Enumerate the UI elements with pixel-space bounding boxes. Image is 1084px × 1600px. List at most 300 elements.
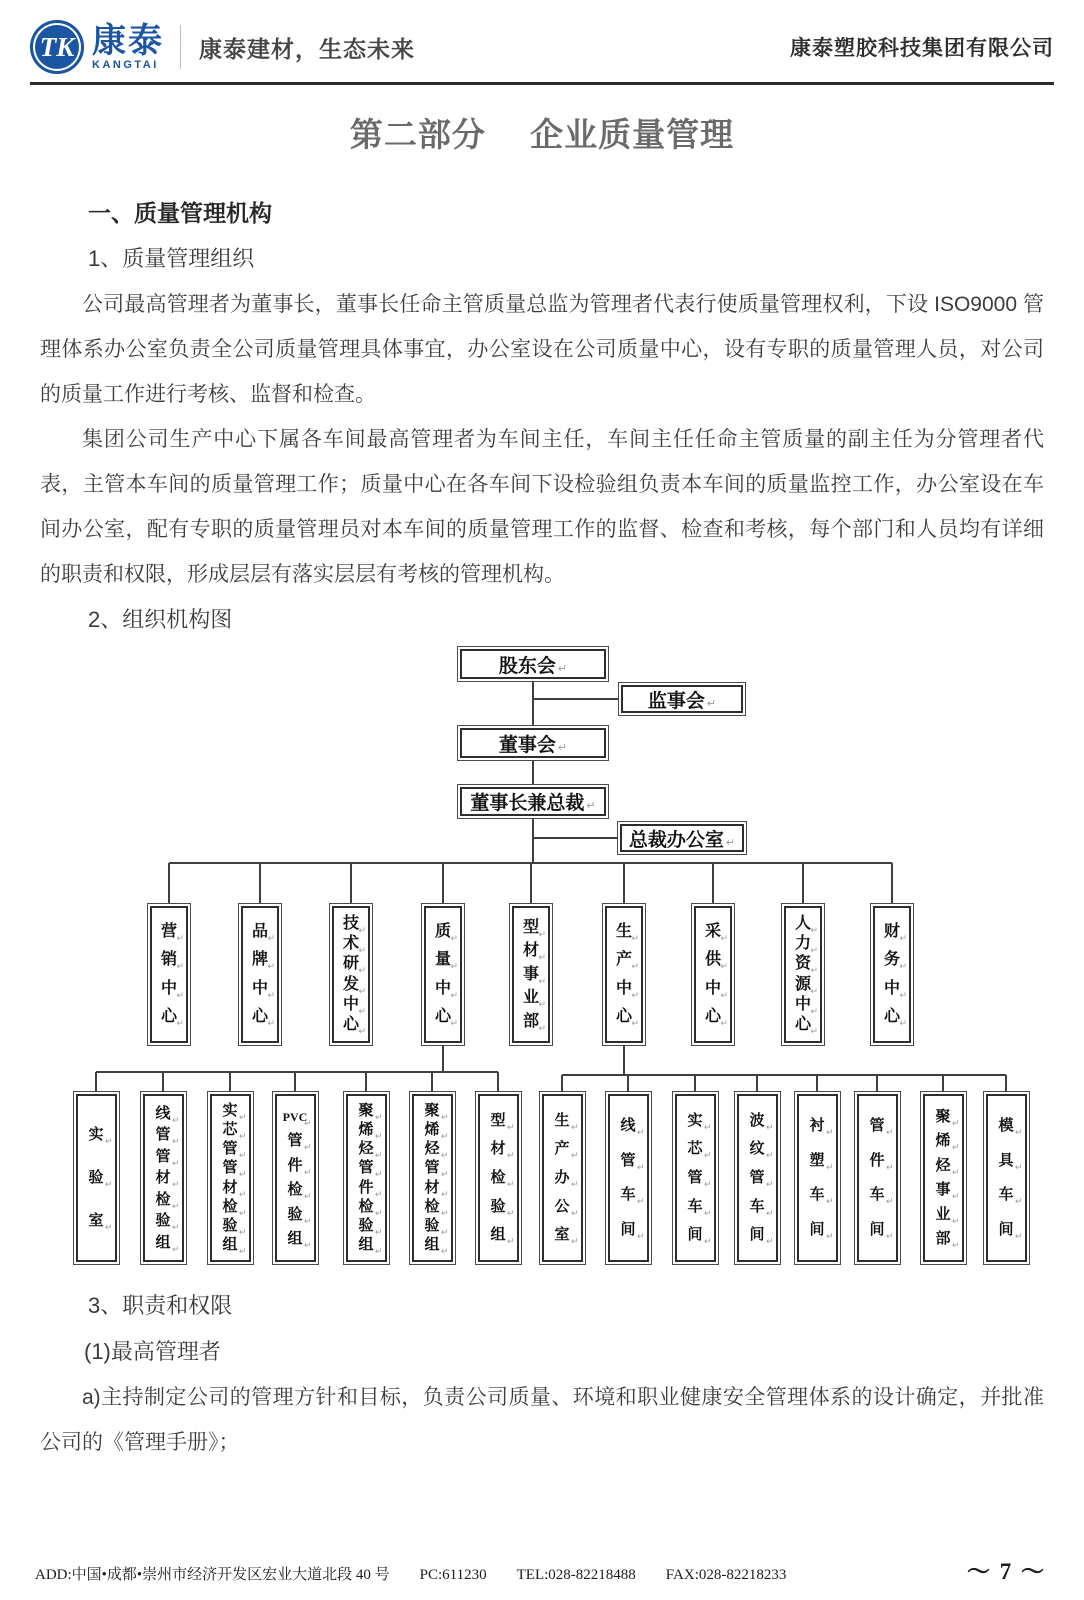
org-box-char: 车 bbox=[749, 1198, 765, 1215]
org-box-label bbox=[243, 979, 277, 1000]
org-box-char: 材 bbox=[155, 1170, 171, 1186]
return-mark-icon: ↵ bbox=[899, 1017, 907, 1028]
return-mark-icon: ↵ bbox=[631, 933, 639, 944]
org-box-char: 牌 bbox=[251, 951, 268, 969]
return-mark-icon: ↵ bbox=[358, 925, 366, 936]
return-mark-icon: ↵ bbox=[720, 961, 728, 972]
header-divider bbox=[180, 25, 181, 69]
connector-line bbox=[802, 863, 804, 903]
org-box-label bbox=[414, 1141, 451, 1161]
org-box-frame bbox=[542, 1094, 583, 1262]
return-mark-icon: ↵ bbox=[171, 1243, 180, 1254]
org-box-char: 车 bbox=[620, 1187, 636, 1204]
org-box-char: 中 bbox=[704, 979, 721, 997]
org-box-char: 事 bbox=[935, 1182, 951, 1199]
org-box-label bbox=[799, 1118, 836, 1138]
org-box-label bbox=[414, 1160, 451, 1180]
return-mark-icon: ↵ bbox=[538, 928, 546, 939]
org-box-char: 术 bbox=[342, 935, 359, 953]
return-mark-icon: ↵ bbox=[765, 1150, 774, 1161]
connector-line bbox=[694, 1075, 696, 1091]
org-box-char: 中 bbox=[160, 979, 177, 997]
org-box-label bbox=[607, 951, 641, 972]
org-box-char: 事 bbox=[522, 965, 539, 983]
org-box-label bbox=[786, 915, 820, 936]
org-box-char: 组 bbox=[424, 1236, 440, 1253]
return-mark-icon: ↵ bbox=[810, 1005, 818, 1016]
return-mark-icon: ↵ bbox=[825, 1161, 834, 1172]
org-box-frame bbox=[605, 906, 643, 1043]
org-box-char: 纹 bbox=[749, 1141, 765, 1158]
logo-en-text: KANGTAI bbox=[92, 58, 159, 71]
return-mark-icon: ↵ bbox=[104, 1179, 113, 1189]
return-mark-icon: ↵ bbox=[303, 1117, 312, 1128]
org-box-frame bbox=[608, 1094, 649, 1262]
return-mark-icon: ↵ bbox=[951, 1240, 960, 1251]
return-mark-icon: ↵ bbox=[238, 1245, 247, 1256]
org-box-label bbox=[544, 1169, 581, 1189]
connector-line bbox=[533, 698, 618, 700]
org-box bbox=[617, 821, 747, 855]
org-box-label bbox=[145, 1170, 182, 1189]
org-box-char: 衬 bbox=[809, 1118, 825, 1135]
org-box bbox=[147, 903, 191, 1046]
org-box-char: 管 bbox=[358, 1160, 374, 1177]
return-mark-icon: ↵ bbox=[765, 1236, 774, 1247]
org-box-char: 检 bbox=[490, 1169, 506, 1186]
org-box-char: 材 bbox=[522, 942, 539, 959]
org-box-char: 中 bbox=[883, 979, 900, 997]
org-box-label bbox=[988, 1118, 1025, 1138]
return-mark-icon: ↵ bbox=[636, 1161, 645, 1172]
org-box-label bbox=[677, 1227, 714, 1247]
org-box-frame bbox=[275, 1094, 316, 1262]
return-mark-icon: ↵ bbox=[636, 1196, 645, 1207]
org-box-char: 产 bbox=[615, 951, 632, 969]
return-mark-icon: ↵ bbox=[506, 1150, 515, 1161]
org-box-label bbox=[859, 1187, 896, 1207]
connector-line bbox=[623, 863, 625, 903]
page-title: 第二部分 企业质量管理 bbox=[349, 116, 735, 153]
org-box-label bbox=[78, 1170, 115, 1189]
org-box-char: 管 bbox=[222, 1141, 238, 1158]
return-mark-icon: ↵ bbox=[720, 1017, 728, 1028]
org-box-char: 线 bbox=[620, 1118, 636, 1135]
org-box-char: 组 bbox=[287, 1231, 303, 1248]
org-box-char: 心 bbox=[160, 1007, 177, 1025]
return-mark-icon: ↵ bbox=[176, 961, 184, 972]
org-box-label: 总裁办公室 ↵ bbox=[628, 829, 736, 851]
return-mark-icon: ↵ bbox=[538, 975, 546, 986]
return-mark-icon: ↵ bbox=[570, 1178, 579, 1189]
return-mark-icon: ↵ bbox=[171, 1179, 180, 1189]
org-box-char: 验 bbox=[155, 1213, 171, 1229]
org-box-label bbox=[145, 1213, 182, 1232]
org-box-char: 组 bbox=[222, 1236, 238, 1253]
org-box bbox=[457, 725, 609, 761]
org-box-char: 源 bbox=[794, 975, 811, 993]
org-box-label bbox=[544, 1141, 581, 1161]
org-box-char: 波 bbox=[749, 1112, 765, 1129]
org-box-label bbox=[739, 1169, 776, 1189]
org-box-label bbox=[426, 923, 460, 944]
org-box-char: 心 bbox=[434, 1007, 451, 1025]
footer-fax: FAX:028-82218233 bbox=[665, 1567, 787, 1583]
org-box-frame bbox=[76, 1094, 117, 1262]
org-box-label bbox=[786, 1015, 820, 1036]
paragraph-1: 公司最高管理者为董事长，董事长任命主管质量总监为管理者代表行使质量管理权利，下设 ISO9000 管理体系办公室负责全公司质量管理具体事宜，办公室设在公司质量中心，设有专职的质量管理人员，对公司的质量工作进行考核、监督和检查。 bbox=[40, 293, 1044, 406]
org-box bbox=[618, 682, 746, 716]
org-box-label bbox=[212, 1122, 249, 1142]
org-box-char: 塑 bbox=[809, 1152, 825, 1169]
org-box-char: 间 bbox=[869, 1221, 885, 1238]
return-mark-icon: ↵ bbox=[238, 1131, 247, 1142]
org-box-label bbox=[696, 1007, 730, 1028]
org-box-char: 间 bbox=[809, 1221, 825, 1238]
org-box-label bbox=[544, 1227, 581, 1247]
connector-line bbox=[530, 863, 532, 903]
return-mark-icon: ↵ bbox=[703, 1236, 712, 1247]
org-box bbox=[475, 1091, 522, 1265]
org-box-char: 间 bbox=[998, 1221, 1014, 1238]
return-mark-icon: ↵ bbox=[374, 1150, 383, 1161]
return-mark-icon: ↵ bbox=[810, 945, 818, 956]
org-box-char: 研 bbox=[342, 955, 359, 973]
return-mark-icon: ↵ bbox=[951, 1166, 960, 1177]
org-box-label bbox=[348, 1141, 385, 1161]
org-box-label bbox=[348, 1198, 385, 1218]
org-box-char: 管 bbox=[749, 1169, 765, 1186]
org-box-char: 中 bbox=[342, 995, 359, 1013]
org-box-char: 中 bbox=[615, 979, 632, 997]
org-box-char: 管 bbox=[287, 1133, 303, 1150]
org-box-label: 监事会 ↵ bbox=[647, 690, 717, 712]
return-mark-icon: ↵ bbox=[825, 1196, 834, 1207]
org-box-char: 管 bbox=[424, 1160, 440, 1177]
org-box-frame bbox=[210, 1094, 251, 1262]
org-box-label bbox=[610, 1221, 647, 1241]
return-mark-icon: ↵ bbox=[703, 1178, 712, 1189]
return-mark-icon: ↵ bbox=[570, 1121, 579, 1132]
org-box-label bbox=[212, 1198, 249, 1218]
org-box bbox=[781, 903, 825, 1046]
org-box-label: 董事长兼总裁 ↵ bbox=[470, 793, 596, 814]
return-mark-icon: ↵ bbox=[631, 989, 639, 1000]
connector-line bbox=[350, 863, 352, 903]
connector-line bbox=[294, 1072, 296, 1091]
return-mark-icon: ↵ bbox=[570, 1150, 579, 1161]
return-mark-icon: ↵ bbox=[557, 741, 568, 754]
return-mark-icon: ↵ bbox=[885, 1161, 894, 1172]
org-box-label bbox=[348, 1160, 385, 1180]
org-box bbox=[272, 1091, 319, 1265]
return-mark-icon: ↵ bbox=[899, 961, 907, 972]
org-box-label bbox=[480, 1112, 517, 1132]
org-box-label bbox=[243, 923, 277, 944]
org-box-label bbox=[426, 1007, 460, 1028]
org-box-char: 组 bbox=[358, 1236, 374, 1253]
org-box-char: 线 bbox=[155, 1105, 171, 1122]
org-box bbox=[457, 646, 609, 682]
connector-line bbox=[259, 863, 261, 903]
return-mark-icon: ↵ bbox=[538, 999, 546, 1009]
org-box-label: 董事会 ↵ bbox=[498, 734, 568, 756]
return-mark-icon: ↵ bbox=[440, 1131, 449, 1142]
org-box-label bbox=[786, 995, 820, 1016]
org-box-frame bbox=[478, 1094, 519, 1262]
org-box-label bbox=[677, 1141, 714, 1161]
org-box-label bbox=[348, 1122, 385, 1142]
org-box bbox=[854, 1091, 901, 1265]
org-box-char: 材 bbox=[490, 1141, 506, 1158]
return-mark-icon: ↵ bbox=[720, 989, 728, 1000]
org-box-char: 具 bbox=[998, 1152, 1014, 1169]
org-box-label bbox=[607, 923, 641, 944]
org-box-char: 件 bbox=[869, 1152, 885, 1169]
org-box-label bbox=[145, 1127, 182, 1146]
subsection-3: 3、职责和权限 bbox=[88, 1293, 233, 1318]
org-box-char: 室 bbox=[554, 1227, 570, 1244]
org-box-label bbox=[414, 1103, 451, 1123]
return-mark-icon: ↵ bbox=[303, 1240, 312, 1251]
footer-tel: TEL:028-82218488 bbox=[516, 1567, 636, 1583]
return-mark-icon: ↵ bbox=[176, 933, 184, 944]
org-box-label bbox=[786, 955, 820, 976]
org-box-label bbox=[786, 975, 820, 996]
org-box-label bbox=[348, 1236, 385, 1256]
return-mark-icon: ↵ bbox=[506, 1178, 515, 1189]
org-box-label bbox=[988, 1152, 1025, 1172]
connector-line bbox=[942, 1075, 944, 1091]
org-box-char: 管 bbox=[155, 1127, 171, 1143]
return-mark-icon: ↵ bbox=[238, 1150, 247, 1161]
org-box-char: 间 bbox=[749, 1227, 765, 1244]
org-box-frame bbox=[784, 906, 822, 1043]
footer-postcode: PC:611230 bbox=[419, 1567, 487, 1583]
org-box-char: 检 bbox=[287, 1182, 303, 1199]
connector-line bbox=[365, 1072, 367, 1091]
org-box-label bbox=[988, 1187, 1025, 1207]
return-mark-icon: ↵ bbox=[885, 1127, 894, 1138]
org-box-label bbox=[277, 1157, 314, 1177]
return-mark-icon: ↵ bbox=[825, 1127, 834, 1138]
return-mark-icon: ↵ bbox=[703, 1150, 712, 1161]
org-box-char: 中 bbox=[794, 995, 811, 1013]
return-mark-icon: ↵ bbox=[267, 989, 275, 1000]
org-box-frame bbox=[241, 906, 279, 1043]
org-box-label bbox=[925, 1231, 962, 1251]
org-box-label bbox=[334, 955, 368, 976]
duty-heading: (1)最高管理者 bbox=[84, 1339, 221, 1364]
page-footer bbox=[35, 1553, 1046, 1586]
return-mark-icon: ↵ bbox=[440, 1207, 449, 1218]
return-mark-icon: ↵ bbox=[171, 1222, 180, 1232]
org-box-label bbox=[696, 951, 730, 972]
org-box-char: 检 bbox=[358, 1198, 374, 1215]
return-mark-icon: ↵ bbox=[374, 1245, 383, 1256]
org-box-label bbox=[739, 1141, 776, 1161]
connector-line bbox=[876, 1075, 878, 1091]
org-box-frame bbox=[150, 906, 188, 1043]
return-mark-icon: ↵ bbox=[885, 1230, 894, 1241]
connector-line bbox=[431, 1072, 433, 1091]
return-mark-icon: ↵ bbox=[303, 1215, 312, 1226]
return-mark-icon: ↵ bbox=[374, 1112, 383, 1123]
connector-line bbox=[442, 1046, 444, 1072]
return-mark-icon: ↵ bbox=[885, 1196, 894, 1207]
return-mark-icon: ↵ bbox=[267, 1017, 275, 1028]
org-box-char: 务 bbox=[883, 951, 900, 969]
org-box-char: 心 bbox=[251, 1007, 268, 1025]
connector-line bbox=[96, 1071, 498, 1073]
org-box-frame bbox=[460, 728, 606, 758]
connector-line bbox=[891, 863, 893, 903]
org-box-label bbox=[786, 935, 820, 956]
org-box-char: 实 bbox=[222, 1103, 238, 1120]
org-box bbox=[920, 1091, 967, 1265]
org-box-char: 车 bbox=[869, 1187, 885, 1204]
org-box-label bbox=[212, 1103, 249, 1123]
return-mark-icon: ↵ bbox=[720, 933, 728, 944]
return-mark-icon: ↵ bbox=[570, 1207, 579, 1218]
return-mark-icon: ↵ bbox=[303, 1166, 312, 1177]
org-box-char: 生 bbox=[554, 1112, 570, 1129]
org-box-label bbox=[925, 1157, 962, 1177]
org-box-label bbox=[78, 1127, 115, 1146]
connector-line bbox=[623, 1046, 625, 1075]
org-box-char: 材 bbox=[222, 1179, 238, 1196]
org-box-label bbox=[212, 1141, 249, 1161]
org-box-label bbox=[925, 1108, 962, 1128]
org-box-label bbox=[414, 1217, 451, 1237]
org-box-label bbox=[212, 1217, 249, 1237]
connector-line bbox=[756, 1075, 758, 1091]
org-box-frame bbox=[412, 1094, 453, 1262]
org-box-label bbox=[799, 1221, 836, 1241]
duty-paragraph-a: a)主持制定公司的管理方针和目标，负责公司质量、环境和职业健康安全管理体系的设计确定，并批准公司的《管理手册》； bbox=[40, 1386, 1044, 1454]
connector-line bbox=[712, 863, 714, 903]
org-box-char: 办 bbox=[554, 1169, 570, 1186]
return-mark-icon: ↵ bbox=[825, 1230, 834, 1241]
org-box-char: 心 bbox=[794, 1015, 811, 1033]
org-box-char: 聚 bbox=[935, 1108, 951, 1125]
return-mark-icon: ↵ bbox=[765, 1207, 774, 1218]
org-box-char: 检 bbox=[424, 1198, 440, 1215]
return-mark-icon: ↵ bbox=[636, 1127, 645, 1138]
return-mark-icon: ↵ bbox=[951, 1117, 960, 1128]
org-box-frame bbox=[675, 1094, 716, 1262]
return-mark-icon: ↵ bbox=[450, 933, 458, 944]
org-box-char: 力 bbox=[794, 935, 811, 953]
org-box-label bbox=[277, 1109, 314, 1128]
org-box-char: 业 bbox=[522, 989, 539, 1006]
org-box-label bbox=[277, 1182, 314, 1202]
return-mark-icon: ↵ bbox=[374, 1169, 383, 1180]
org-box-char: 车 bbox=[687, 1198, 703, 1215]
org-box-char: 验 bbox=[222, 1217, 238, 1234]
org-box-char: 间 bbox=[687, 1227, 703, 1244]
org-box-label bbox=[212, 1236, 249, 1256]
org-box bbox=[983, 1091, 1030, 1265]
return-mark-icon: ↵ bbox=[104, 1136, 113, 1146]
org-box-label bbox=[925, 1206, 962, 1226]
return-mark-icon: ↵ bbox=[104, 1222, 113, 1232]
return-mark-icon: ↵ bbox=[506, 1121, 515, 1132]
org-box-char: 型 bbox=[522, 918, 539, 936]
return-mark-icon: ↵ bbox=[706, 697, 717, 710]
return-mark-icon: ↵ bbox=[374, 1131, 383, 1142]
org-box-label bbox=[739, 1112, 776, 1132]
org-box bbox=[207, 1091, 254, 1265]
org-box-frame bbox=[620, 824, 744, 852]
org-box-char: 验 bbox=[287, 1206, 303, 1223]
org-box-char: 聚 bbox=[358, 1103, 374, 1120]
return-mark-icon: ↵ bbox=[765, 1121, 774, 1132]
connector-line bbox=[532, 818, 534, 863]
org-box-char: 发 bbox=[342, 975, 359, 993]
return-mark-icon: ↵ bbox=[171, 1136, 180, 1146]
org-box-char: 财 bbox=[883, 923, 900, 941]
org-box-label bbox=[739, 1198, 776, 1218]
org-box-label bbox=[925, 1133, 962, 1153]
org-box-char: 验 bbox=[358, 1217, 374, 1234]
org-box-char: 资 bbox=[794, 955, 811, 973]
org-box-label bbox=[607, 979, 641, 1000]
connector-line bbox=[532, 760, 534, 784]
org-box-label bbox=[859, 1152, 896, 1172]
org-box-char: 技 bbox=[342, 915, 359, 933]
org-box-label bbox=[348, 1179, 385, 1199]
org-box-frame bbox=[346, 1094, 387, 1262]
org-box-char: 组 bbox=[490, 1227, 506, 1244]
org-box-label bbox=[514, 942, 548, 962]
connector-line bbox=[229, 1072, 231, 1091]
footer-address: ADD:中国•成都•崇州市经济开发区宏业大道北段 40 号 bbox=[35, 1567, 390, 1583]
org-box-label bbox=[514, 918, 548, 939]
org-box-char: 间 bbox=[620, 1221, 636, 1238]
connector-line bbox=[561, 1075, 563, 1091]
return-mark-icon: ↵ bbox=[538, 952, 546, 962]
org-box-label bbox=[514, 989, 548, 1009]
org-box-char: 量 bbox=[434, 951, 451, 969]
org-box-label bbox=[875, 979, 909, 1000]
return-mark-icon: ↵ bbox=[440, 1112, 449, 1123]
org-box-label bbox=[875, 951, 909, 972]
org-box-char: 聚 bbox=[424, 1103, 440, 1120]
org-box-label bbox=[78, 1213, 115, 1232]
return-mark-icon: ↵ bbox=[358, 945, 366, 956]
org-box-label bbox=[145, 1191, 182, 1211]
org-box bbox=[457, 784, 609, 819]
org-box-char: 产 bbox=[554, 1141, 570, 1158]
return-mark-icon: ↵ bbox=[374, 1226, 383, 1237]
org-box bbox=[509, 903, 553, 1046]
return-mark-icon: ↵ bbox=[267, 933, 275, 944]
return-mark-icon: ↵ bbox=[374, 1207, 383, 1218]
org-box-label bbox=[544, 1198, 581, 1218]
connector-line bbox=[533, 837, 617, 839]
org-box bbox=[140, 1091, 187, 1265]
return-mark-icon: ↵ bbox=[951, 1191, 960, 1202]
org-box-char: 人 bbox=[794, 915, 811, 933]
org-box-char: 管 bbox=[620, 1152, 636, 1169]
return-mark-icon: ↵ bbox=[1014, 1196, 1023, 1207]
org-box-label bbox=[277, 1231, 314, 1251]
org-box-label bbox=[514, 1012, 548, 1033]
org-box-frame bbox=[332, 906, 370, 1043]
connector-line bbox=[1005, 1075, 1007, 1091]
org-box-label bbox=[277, 1133, 314, 1153]
